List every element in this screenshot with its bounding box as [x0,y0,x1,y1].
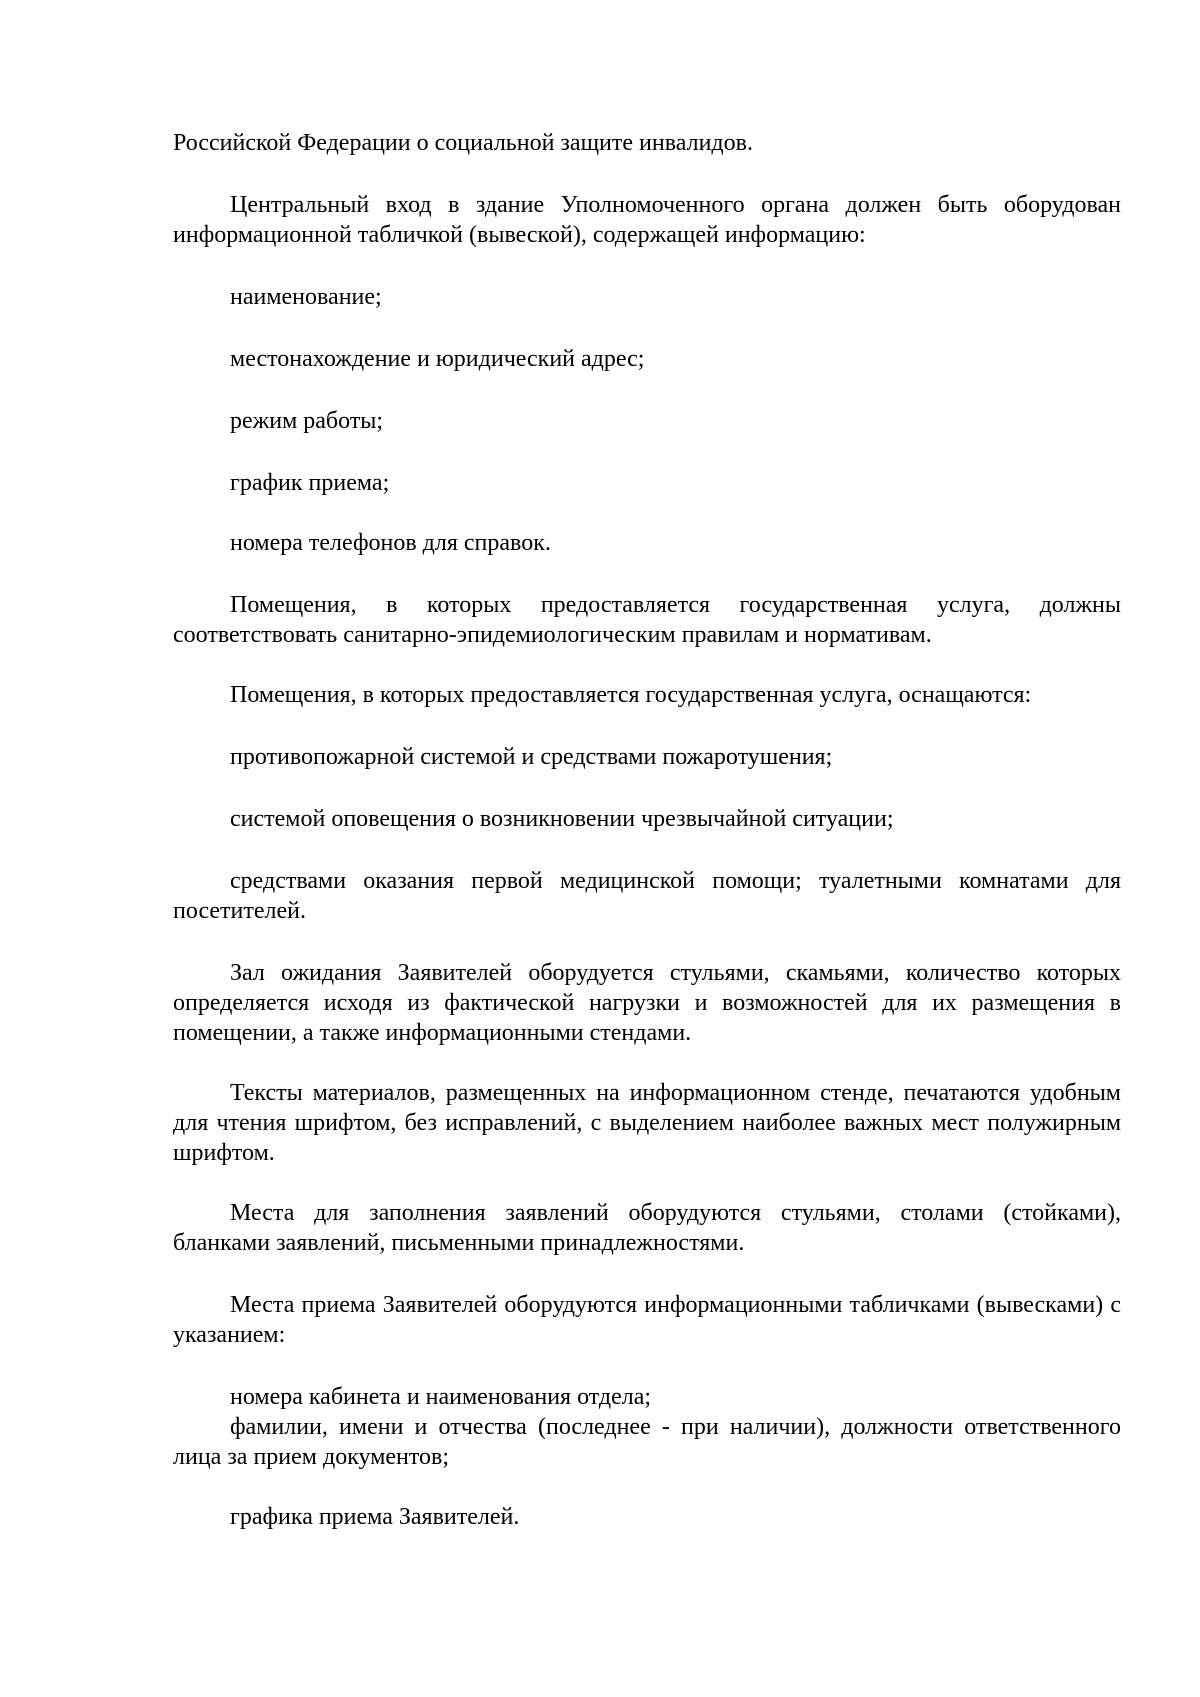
list-item-name: наименование; [230,284,382,310]
list-item-reception-schedule-applicants: графика приема Заявителей. [230,1504,520,1530]
paragraph-application-places: Места для заполнения заявлений оборудуются стульями, столами (стойками), бланками заявлений, письменными принадлежностями. [173,1200,1121,1256]
paragraph-central-entrance: Центральный вход в здание Уполномоченного органа должен быть оборудован информационной табличкой (вывеской), содержащей информацию: [173,192,1121,248]
paragraph-waiting-hall: Зал ожидания Заявителей оборудуется стульями, скамьями, количество которых определяется исходя из фактической нагрузки и возможностей для их размещения в помещении, а также информационными стендами. [173,960,1121,1046]
paragraph-continuation: Российской Федерации о социальной защите инвалидов. [173,130,753,156]
list-item-responsible-person: фамилии, имени и отчества (последнее - при наличии), должности ответственного лица за прием документов; [173,1414,1121,1470]
paragraph-sanitary-rules: Помещения, в которых предоставляется государственная услуга, должны соответствовать санитарно-эпидемиологическим правилам и нормативам. [173,592,1121,648]
list-item-work-mode: режим работы; [230,408,384,434]
list-item-address: местонахождение и юридический адрес; [230,346,645,372]
paragraph-reception-places: Места приема Заявителей оборудуются информационными табличками (вывесками) с указанием: [173,1292,1121,1348]
paragraph-stand-materials: Тексты материалов, размещенных на информационном стенде, печатаются удобным для чтения шрифтом, без исправлений, с выделением наиболее важных мест полужирным шрифтом. [173,1080,1121,1166]
list-item-emergency-alert: системой оповещения о возникновении чрезвычайной ситуации; [230,806,894,832]
list-item-first-aid: средствами оказания первой медицинской помощи; туалетными комнатами для посетителей. [173,868,1121,924]
list-item-phone-numbers: номера телефонов для справок. [230,530,551,556]
list-item-cabinet-number: номера кабинета и наименования отдела; [230,1384,652,1410]
paragraph-premises-equipment: Помещения, в которых предоставляется государственная услуга, оснащаются: [230,682,1032,708]
list-item-reception-schedule: график приема; [230,470,390,496]
list-item-fire-system: противопожарной системой и средствами пожаротушения; [230,744,833,770]
